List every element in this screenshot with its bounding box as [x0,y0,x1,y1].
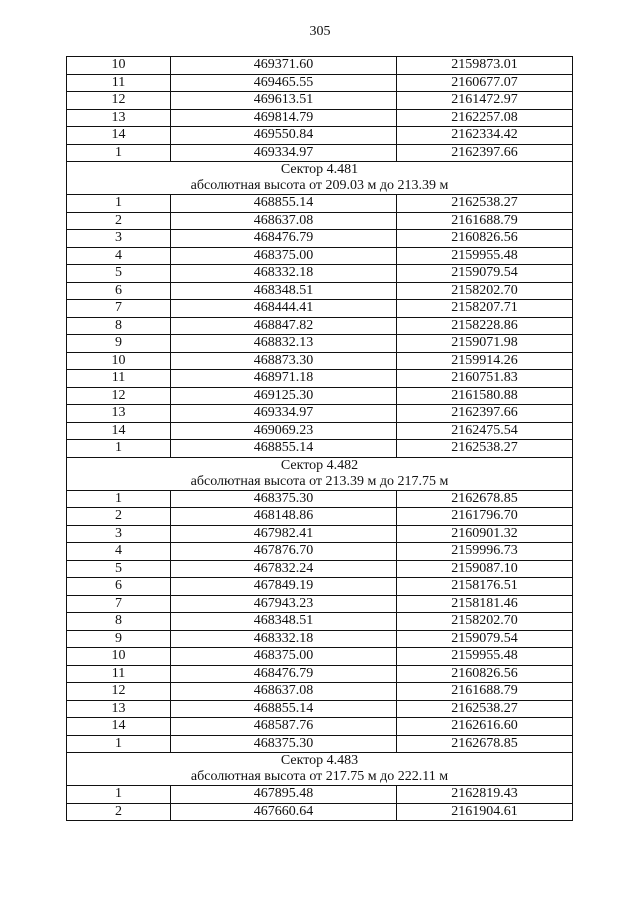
sector-header [67,162,573,195]
coordinates-table-body [67,57,573,821]
point-number-cell: 1 [67,490,171,508]
y-coordinate-cell: 2162538.27 [397,195,573,213]
x-coordinate-cell: 468971.18 [171,370,397,388]
y-coordinate-cell: 2162397.66 [397,405,573,423]
x-coordinate-cell: 469613.51 [171,92,397,110]
point-number-cell: 9 [67,335,171,353]
x-coordinate-cell: 467982.41 [171,525,397,543]
point-number-cell: 10 [67,57,171,75]
x-coordinate-cell: 469465.55 [171,74,397,92]
point-number-cell: 11 [67,665,171,683]
y-coordinate-cell: 2162334.42 [397,127,573,145]
y-coordinate-cell: 2161796.70 [397,508,573,526]
point-number-cell: 14 [67,127,171,145]
x-coordinate-cell: 468375.30 [171,735,397,753]
point-number-cell: 13 [67,700,171,718]
table-row [67,803,573,821]
table-row [67,786,573,804]
y-coordinate-cell: 2158228.86 [397,317,573,335]
y-coordinate-cell: 2162678.85 [397,490,573,508]
point-number-cell: 2 [67,212,171,230]
page-number: 305 [309,24,331,39]
table-row [67,508,573,526]
point-number-cell: 1 [67,195,171,213]
y-coordinate-cell: 2160826.56 [397,230,573,248]
x-coordinate-cell: 467895.48 [171,786,397,804]
point-number-cell: 10 [67,352,171,370]
point-number-cell: 5 [67,560,171,578]
y-coordinate-cell: 2159955.48 [397,247,573,265]
x-coordinate-cell: 468332.18 [171,265,397,283]
y-coordinate-cell: 2158207.71 [397,300,573,318]
table-row [67,613,573,631]
sector-header [67,753,573,786]
y-coordinate-cell: 2161688.79 [397,683,573,701]
table-row [67,543,573,561]
y-coordinate-cell: 2162257.08 [397,109,573,127]
y-coordinate-cell: 2162538.27 [397,440,573,458]
table-row [67,735,573,753]
point-number-cell: 3 [67,230,171,248]
y-coordinate-cell: 2162397.66 [397,144,573,162]
table-row [67,440,573,458]
sector-altitude: абсолютная высота от 209.03 м до 213.39 м [190,178,449,193]
y-coordinate-cell: 2159955.48 [397,648,573,666]
x-coordinate-cell: 468332.18 [171,630,397,648]
y-coordinate-cell: 2159079.54 [397,265,573,283]
sector-title: Сектор 4.482 [280,457,359,473]
y-coordinate-cell: 2159071.98 [397,335,573,353]
x-coordinate-cell: 469334.97 [171,405,397,423]
table-row [67,195,573,213]
y-coordinate-cell: 2161688.79 [397,212,573,230]
table-row [67,282,573,300]
y-coordinate-cell: 2158181.46 [397,595,573,613]
x-coordinate-cell: 468637.08 [171,683,397,701]
point-number-cell: 11 [67,74,171,92]
point-number-cell: 12 [67,683,171,701]
y-coordinate-cell: 2160751.83 [397,370,573,388]
point-number-cell: 8 [67,317,171,335]
point-number-cell: 2 [67,508,171,526]
sector-altitude: абсолютная высота от 217.75 м до 222.11 м [190,769,449,784]
x-coordinate-cell: 468375.00 [171,247,397,265]
sector-title: Сектор 4.483 [280,753,359,768]
sector-header [67,457,573,490]
x-coordinate-cell: 468873.30 [171,352,397,370]
y-coordinate-cell: 2162538.27 [397,700,573,718]
y-coordinate-cell: 2161472.97 [397,92,573,110]
point-number-cell: 9 [67,630,171,648]
x-coordinate-cell: 468855.14 [171,440,397,458]
y-coordinate-cell: 2160677.07 [397,74,573,92]
point-number-cell: 2 [67,803,171,821]
point-number-cell: 5 [67,265,171,283]
table-row [67,247,573,265]
table-row [67,665,573,683]
table-row [67,595,573,613]
point-number-cell: 14 [67,718,171,736]
x-coordinate-cell: 468637.08 [171,212,397,230]
x-coordinate-cell: 468375.30 [171,490,397,508]
table-row [67,700,573,718]
x-coordinate-cell: 467832.24 [171,560,397,578]
point-number-cell: 7 [67,300,171,318]
sector-title: Сектор 4.481 [280,162,359,177]
x-coordinate-cell: 468476.79 [171,665,397,683]
y-coordinate-cell: 2159087.10 [397,560,573,578]
table-row [67,578,573,596]
point-number-cell: 1 [67,144,171,162]
x-coordinate-cell: 467660.64 [171,803,397,821]
y-coordinate-cell: 2162819.43 [397,786,573,804]
point-number-cell: 10 [67,648,171,666]
sector-header-row [67,457,573,490]
point-number-cell: 11 [67,370,171,388]
table-row [67,490,573,508]
x-coordinate-cell: 467876.70 [171,543,397,561]
table-row [67,630,573,648]
table-row [67,352,573,370]
point-number-cell: 6 [67,282,171,300]
table-row [67,405,573,423]
table-row [67,92,573,110]
point-number-cell: 3 [67,525,171,543]
table-row [67,335,573,353]
y-coordinate-cell: 2162475.54 [397,422,573,440]
coordinates-table [66,56,573,821]
y-coordinate-cell: 2159996.73 [397,543,573,561]
x-coordinate-cell: 467943.23 [171,595,397,613]
point-number-cell: 1 [67,786,171,804]
table-row [67,422,573,440]
y-coordinate-cell: 2161580.88 [397,387,573,405]
point-number-cell: 14 [67,422,171,440]
sector-header-row [67,162,573,195]
x-coordinate-cell: 468375.00 [171,648,397,666]
point-number-cell: 4 [67,247,171,265]
y-coordinate-cell: 2160826.56 [397,665,573,683]
x-coordinate-cell: 469550.84 [171,127,397,145]
point-number-cell: 8 [67,613,171,631]
point-number-cell: 13 [67,405,171,423]
x-coordinate-cell: 468587.76 [171,718,397,736]
y-coordinate-cell: 2161904.61 [397,803,573,821]
x-coordinate-cell: 468444.41 [171,300,397,318]
table-row [67,212,573,230]
y-coordinate-cell: 2159873.01 [397,57,573,75]
table-row [67,718,573,736]
table-row [67,560,573,578]
y-coordinate-cell: 2162616.60 [397,718,573,736]
x-coordinate-cell: 467849.19 [171,578,397,596]
y-coordinate-cell: 2159914.26 [397,352,573,370]
point-number-cell: 12 [67,92,171,110]
table-row [67,230,573,248]
table-row [67,648,573,666]
x-coordinate-cell: 468832.13 [171,335,397,353]
point-number-cell: 1 [67,735,171,753]
table-row [67,317,573,335]
table-row [67,525,573,543]
x-coordinate-cell: 468476.79 [171,230,397,248]
point-number-cell: 12 [67,387,171,405]
x-coordinate-cell: 469814.79 [171,109,397,127]
point-number-cell: 7 [67,595,171,613]
sector-altitude: абсолютная высота от 213.39 м до 217.75 м [190,473,449,489]
x-coordinate-cell: 469069.23 [171,422,397,440]
x-coordinate-cell: 468855.14 [171,195,397,213]
table-row [67,127,573,145]
table-row [67,74,573,92]
x-coordinate-cell: 468847.82 [171,317,397,335]
x-coordinate-cell: 468855.14 [171,700,397,718]
y-coordinate-cell: 2158202.70 [397,282,573,300]
table-row [67,683,573,701]
table-row [67,109,573,127]
table-row [67,265,573,283]
point-number-cell: 6 [67,578,171,596]
y-coordinate-cell: 2159079.54 [397,630,573,648]
sector-header-row [67,753,573,786]
table-row [67,144,573,162]
point-number-cell: 1 [67,440,171,458]
y-coordinate-cell: 2158202.70 [397,613,573,631]
y-coordinate-cell: 2158176.51 [397,578,573,596]
point-number-cell: 4 [67,543,171,561]
point-number-cell: 13 [67,109,171,127]
x-coordinate-cell: 469125.30 [171,387,397,405]
x-coordinate-cell: 469334.97 [171,144,397,162]
table-row [67,387,573,405]
x-coordinate-cell: 468348.51 [171,282,397,300]
x-coordinate-cell: 468348.51 [171,613,397,631]
y-coordinate-cell: 2162678.85 [397,735,573,753]
table-row [67,370,573,388]
x-coordinate-cell: 468148.86 [171,508,397,526]
table-row [67,300,573,318]
table-row [67,57,573,75]
x-coordinate-cell: 469371.60 [171,57,397,75]
y-coordinate-cell: 2160901.32 [397,525,573,543]
